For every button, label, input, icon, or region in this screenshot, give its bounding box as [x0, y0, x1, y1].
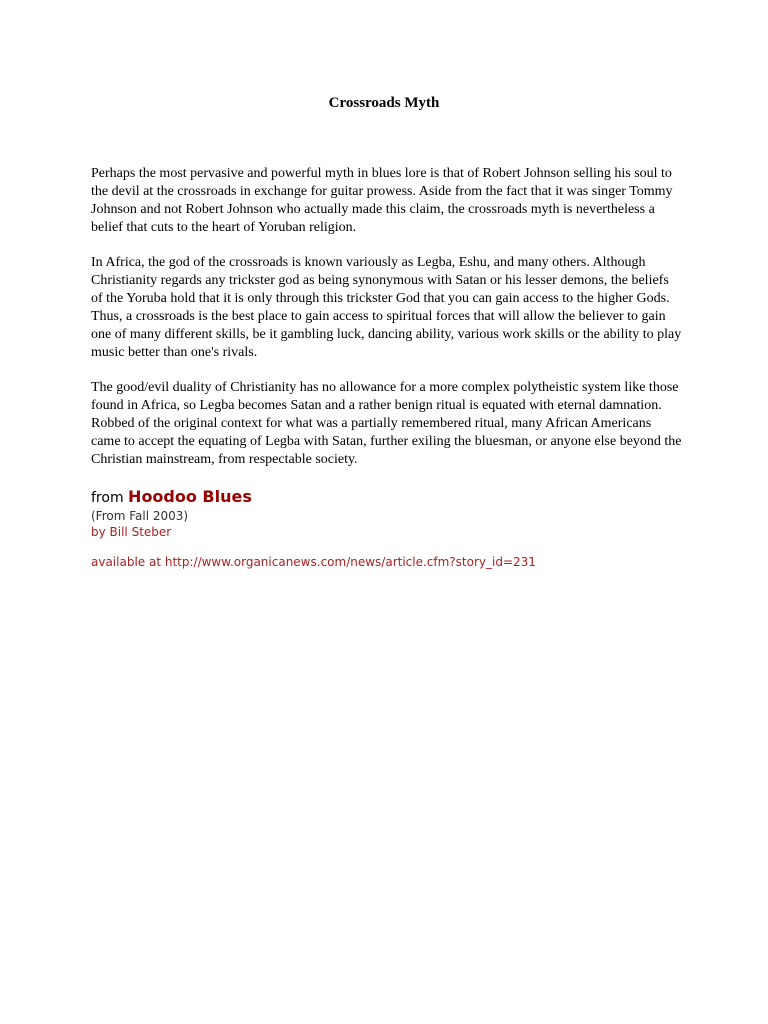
from-line — [91, 487, 691, 508]
book-title: Hoodoo Blues — [128, 487, 252, 506]
paragraph-1: Perhaps the most pervasive and powerful myth in blues lore is that of Robert Johnson selling his soul to the devil at the crossroads in exchange for guitar prowess. Aside from the fact that it was singer Tommy Johnson and not Robert Johnson who actually made this claim, the crossroads myth is nevertheless a belief that cuts to the heart of Yoruban religion. — [91, 166, 673, 235]
article-body — [91, 165, 683, 486]
author-byline: by Bill Steber — [91, 525, 172, 539]
paragraph-3: The good/evil duality of Christianity has no allowance for a more complex polytheistic system like those found in Africa, so Legba becomes Satan and a rather benign ritual is equated with eternal damnation. Robbed of the original context for what was a partially remembered ritual, many African Americans came to accept the equating of Legba with Satan, further exiling the bluesman, or anyone else beyond the Christian mainstream, from respectable society. — [91, 380, 682, 467]
from-label: from — [91, 490, 124, 506]
availability-link[interactable]: available at http://www.organicanews.com/news/article.cfm?story_id=231 — [91, 555, 536, 569]
page-title: Crossroads Myth — [328, 95, 440, 111]
source-citation — [91, 487, 691, 570]
publication-date: (From Fall 2003) — [91, 509, 189, 523]
paragraph-2: In Africa, the god of the crossroads is known variously as Legba, Eshu, and many others. Although Christianity regards any trickster god as being synonymous with Satan or his lesser demons, the beliefs of the Yoruba hold that it is only through this trickster God that you can gain access to the higher Gods. Thus, a crossroads is the best place to gain access to spiritual forces that will allow the believer to gain one of many different skills, be it gambling luck, dancing ability, various work skills or the ability to play music better than one's rivals. — [91, 255, 682, 360]
